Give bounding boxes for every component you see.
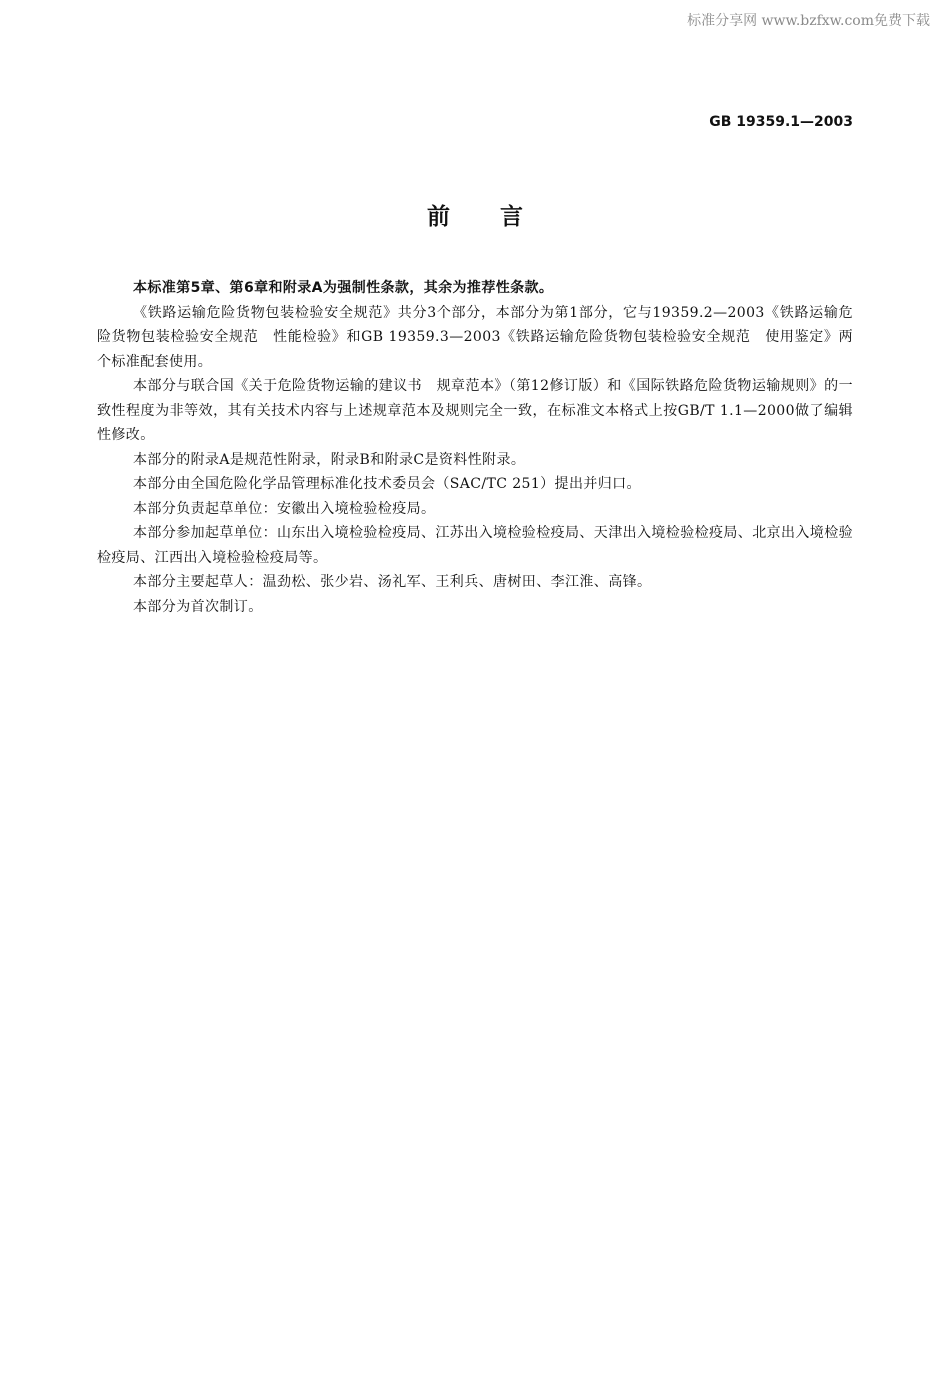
paragraph-participating-units: 本部分参加起草单位：山东出入境检验检疫局、江苏出入境检验检疫局、天津出入境检验检疫局、北京出入境检验检疫局、江西出入境检验检疫局等。 <box>97 525 853 566</box>
page-title: 前言 <box>427 204 573 230</box>
watermark-text: 标准分享网 www.bzfxw.com免费下载 <box>687 13 930 29</box>
paragraph-mandatory-clauses: 本标准第5章、第6章和附录A为强制性条款，其余为推荐性条款。 <box>133 280 554 296</box>
standard-code: GB 19359.1—2003 <box>709 114 853 130</box>
paragraph-structure: 《铁路运输危险货物包装检验安全规范》共分3个部分，本部分为第1部分，它与19359.2—2003《铁路运输危险货物包装检验安全规范 性能检验》和GB 19359.3—2003《铁路运输危险货物包装检验安全规范 使用鉴定》两个标准配套使用。 <box>97 304 853 370</box>
paragraph-first-edition: 本部分为首次制订。 <box>133 598 263 615</box>
paragraph-proposer: 本部分由全国危险化学品管理标准化技术委员会（SAC/TC 251）提出并归口。 <box>133 476 641 492</box>
paragraph-annexes: 本部分的附录A是规范性附录，附录B和附录C是资料性附录。 <box>133 451 526 468</box>
paragraph-equivalence: 本部分与联合国《关于危险货物运输的建议书 规章范本》（第12修订版）和《国际铁路危险货物运输规则》的一致性程度为非等效，其有关技术内容与上述规章范本及规则完全一致，在标准文本格式上按GB/T 1.1—2000做了编辑性修改。 <box>97 378 853 443</box>
paragraph-drafters: 本部分主要起草人：温劲松、张少岩、汤礼军、王利兵、唐树田、李江淮、高锋。 <box>133 574 652 590</box>
paragraph-drafting-unit: 本部分负责起草单位：安徽出入境检验检疫局。 <box>133 500 436 517</box>
foreword-body <box>97 276 853 619</box>
